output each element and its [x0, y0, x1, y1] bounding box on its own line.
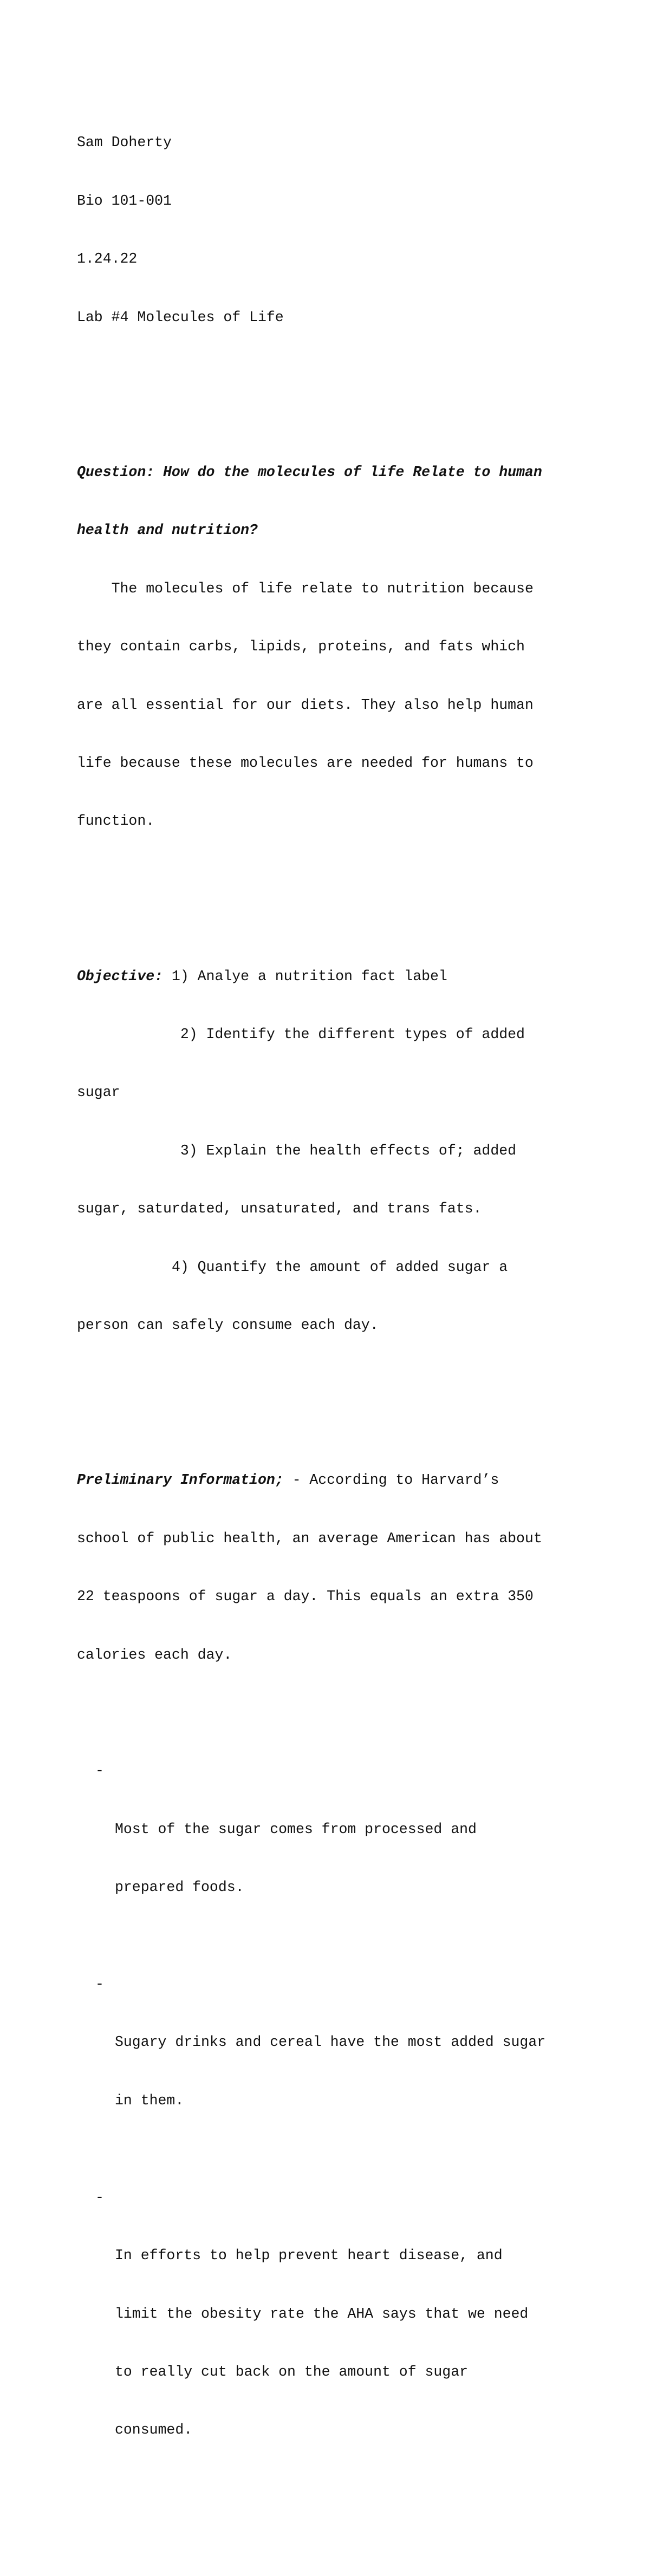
lab-title: Lab #4 Molecules of Life	[77, 309, 284, 325]
preliminary-text: calories each day.	[77, 1646, 232, 1663]
preliminary-text: 22 teaspoons of sugar a day. This equals an extra 350	[77, 1588, 534, 1605]
list-item-text: consumed.	[115, 2422, 193, 2438]
list-item-text: limit the obesity rate the AHA says that we need	[115, 2305, 529, 2322]
answer-line: life because these molecules are needed for humans to	[77, 754, 534, 771]
list-item	[77, 1975, 581, 2149]
preliminary-first-line	[77, 1471, 581, 1490]
course-code: Bio 101-001	[77, 192, 172, 209]
list-item-text: prepared foods.	[115, 1879, 244, 1896]
question-heading-continued: health and nutrition?	[77, 522, 258, 539]
objective-item: 2) Identify the different types of added	[77, 1026, 525, 1043]
objective-heading: Objective:	[77, 968, 164, 984]
list-item	[77, 2188, 581, 2479]
list-item-text: Sugary drinks and cereal have the most added sugar	[115, 2034, 546, 2051]
preliminary-text: - According to Harvard’s	[283, 1472, 499, 1489]
spacer	[77, 386, 581, 405]
document-body	[77, 75, 581, 2576]
preliminary-text: school of public health, an average American has about	[77, 1530, 542, 1547]
question-heading: Question: How do the molecules of life Relate to human	[77, 464, 542, 480]
objective-item-wrap: sugar	[77, 1084, 120, 1101]
list-item-text: In efforts to help prevent heart disease, and	[115, 2247, 503, 2264]
spacer	[77, 889, 581, 909]
bullet-list	[77, 1723, 581, 2518]
preliminary-heading: Preliminary Information;	[77, 1472, 284, 1489]
answer-line: function.	[77, 813, 155, 830]
dash-bullet: -	[95, 2189, 104, 2206]
answer-line: they contain carbs, lipids, proteins, and fats which	[77, 638, 525, 655]
objective-first-line	[77, 967, 581, 987]
dash-bullet: -	[95, 1976, 104, 1993]
list-item-text: Most of the sugar comes from processed and	[115, 1821, 477, 1837]
answer-line: The molecules of life relate to nutrition because	[77, 580, 534, 597]
objective-item-wrap: sugar, saturdated, unsaturated, and trans fats.	[77, 1201, 482, 1217]
objective-item: 4) Quantify the amount of added sugar a	[77, 1258, 508, 1275]
list-item	[77, 1762, 581, 1936]
objective-item-wrap: person can safely consume each day.	[77, 1317, 379, 1333]
document-date: 1.24.22	[77, 251, 138, 268]
list-item-text: in them.	[115, 2092, 184, 2109]
objective-item: 1) Analye a nutrition fact label	[163, 968, 447, 984]
objective-item: 3) Explain the health effects of; added	[77, 1142, 517, 1159]
list-item-text: to really cut back on the amount of sugar	[115, 2364, 469, 2381]
author-name: Sam Doherty	[77, 134, 172, 151]
spacer	[77, 1393, 581, 1413]
answer-line: are all essential for our diets. They also help human	[77, 696, 534, 713]
dash-bullet: -	[95, 1763, 104, 1779]
